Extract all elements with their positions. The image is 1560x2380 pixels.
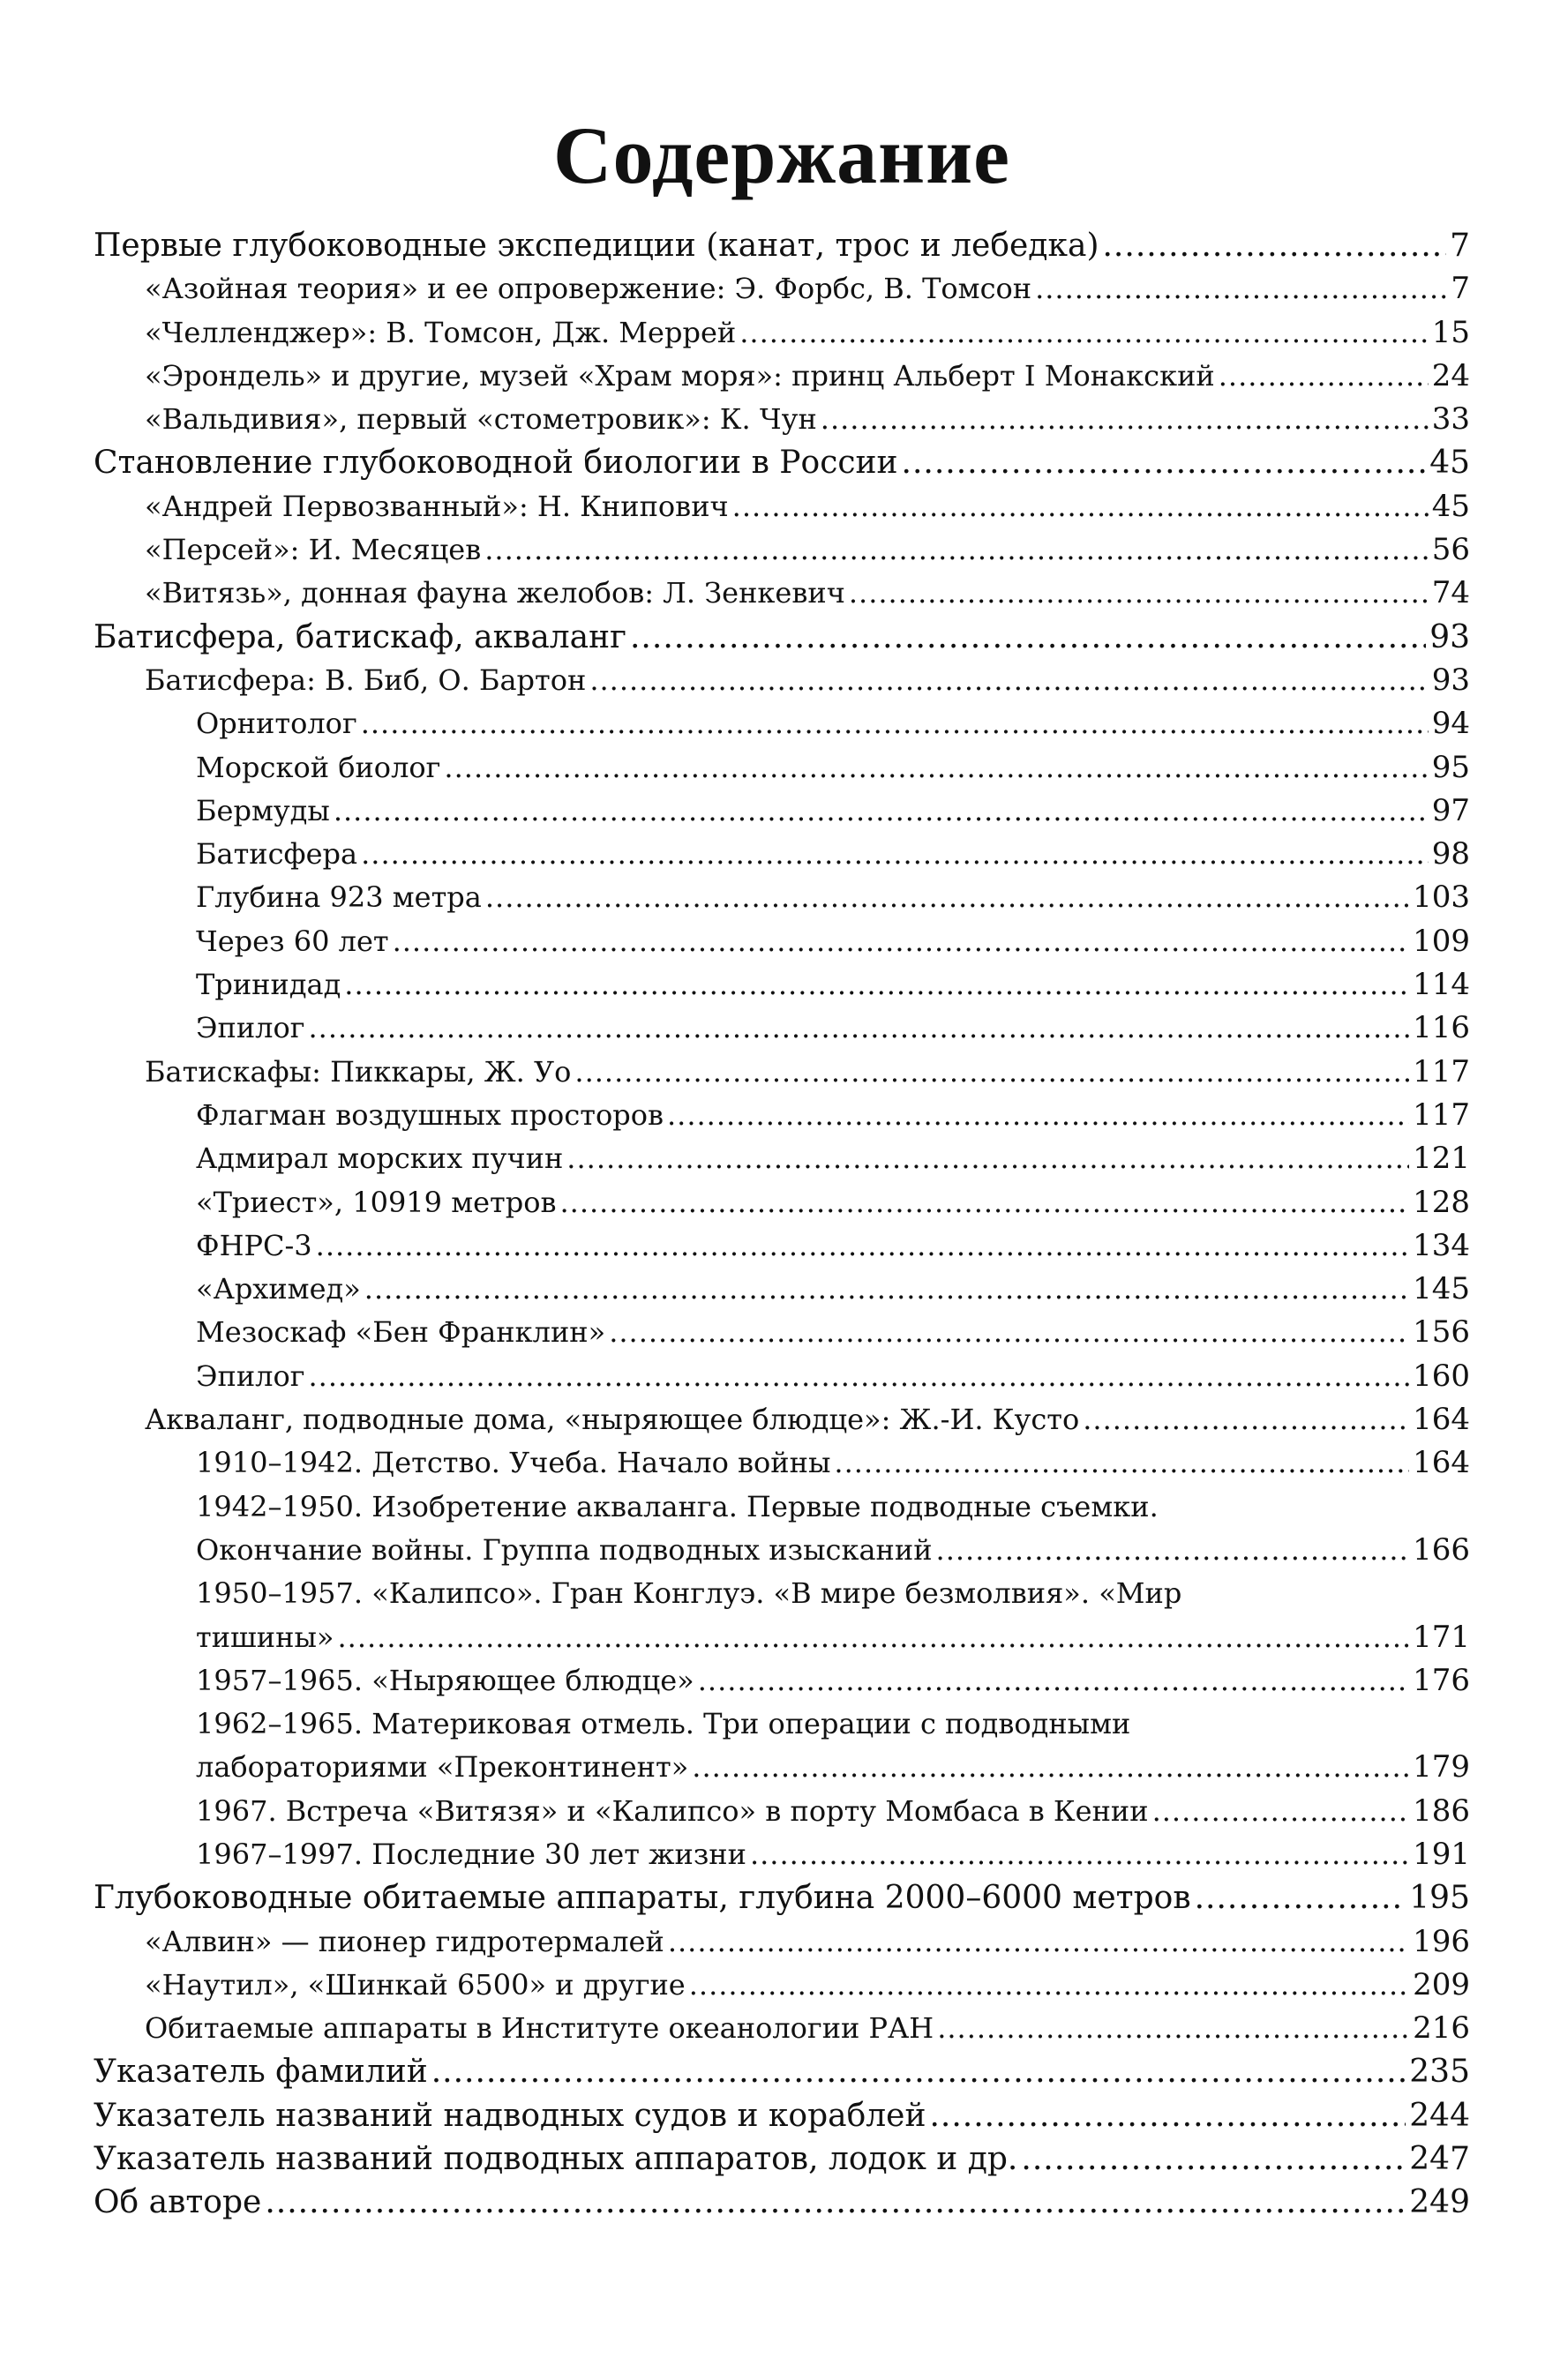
toc-entry[interactable] <box>94 1268 1470 1311</box>
toc-entry-title: Морской биолог <box>196 750 441 784</box>
dot-leader <box>902 441 1427 484</box>
toc-entry-title: Через 60 лет <box>196 924 389 958</box>
toc-page-number: 114 <box>1413 967 1470 1003</box>
toc-entry-title: 1957–1965. «Ныряющее блюдце» <box>196 1663 694 1697</box>
dot-leader <box>929 2094 1406 2137</box>
toc-entry-title: Об авторе <box>94 2184 262 2221</box>
toc-entry[interactable] <box>94 1181 1470 1224</box>
toc-page-number: 249 <box>1409 2184 1470 2221</box>
toc-entry[interactable] <box>94 2094 1470 2137</box>
toc-page-number: 98 <box>1431 836 1470 872</box>
toc-entry[interactable] <box>94 833 1470 876</box>
toc-entry[interactable] <box>94 2007 1470 2050</box>
dot-leader <box>689 1964 1409 2007</box>
toc-entry-title: Указатель названий подводных аппаратов, лодок и др. <box>94 2141 1018 2178</box>
toc-entry[interactable] <box>94 616 1470 659</box>
dot-leader <box>937 2007 1409 2050</box>
toc-entry-title: 1967. Встреча «Витязя» и «Калипсо» в порту Момбаса в Кении <box>196 1793 1149 1828</box>
toc-page-number: 56 <box>1431 532 1470 568</box>
dot-leader <box>834 1441 1409 1485</box>
toc-page-number: 196 <box>1413 1923 1470 1959</box>
toc-entry-title: Батисфера, батискаф, акваланг <box>94 618 626 655</box>
toc-page <box>94 106 1470 2225</box>
dot-leader <box>609 1311 1409 1354</box>
toc-page-number: 247 <box>1409 2141 1470 2178</box>
toc-page-number: 7 <box>1450 228 1470 264</box>
toc-page-number: 235 <box>1409 2054 1470 2091</box>
toc-page-number: 24 <box>1431 357 1470 393</box>
toc-entry[interactable] <box>94 1833 1470 1876</box>
toc-page-number: 179 <box>1413 1749 1470 1785</box>
toc-page-number: 216 <box>1413 2010 1470 2047</box>
toc-page-number: 171 <box>1413 1619 1470 1655</box>
toc-entry-title: Мезоскаф «Бен Франклин» <box>196 1315 606 1350</box>
toc-entry-title: «Эрондель» и другие, музей «Храм моря»: принц Альберт I Монакский <box>145 358 1215 393</box>
dot-leader <box>566 1137 1409 1180</box>
toc-page-number: 93 <box>1429 618 1470 655</box>
toc-entry-title: «Челленджер»: В. Томсон, Дж. Меррей <box>145 315 737 349</box>
toc-entry[interactable] <box>94 1486 1470 1529</box>
toc-entry-title: Эпилог <box>196 1358 305 1393</box>
toc-entry[interactable] <box>94 355 1470 398</box>
dot-leader <box>309 1007 1410 1050</box>
toc-page-number: 94 <box>1431 706 1470 742</box>
toc-page-number: 15 <box>1431 314 1470 350</box>
toc-entry-title: Первые глубоководные экспедиции (канат, трос и лебедка) <box>94 228 1099 264</box>
toc-entry[interactable] <box>94 572 1470 615</box>
toc-entry[interactable] <box>94 1790 1470 1833</box>
dot-leader <box>485 876 1409 919</box>
toc-entry-title: «Андрей Первозванный»: Н. Книпович <box>145 489 729 523</box>
toc-page-number: 186 <box>1413 1792 1470 1829</box>
toc-entry-title: «Вальдивия», первый «стометровик»: К. Чун <box>145 402 817 437</box>
toc-entry-title: Акваланг, подводные дома, «ныряющее блюдце»: Ж.-И. Кусто <box>145 1403 1080 1437</box>
toc-entry[interactable] <box>94 2137 1470 2181</box>
toc-page-number: 195 <box>1409 1880 1470 1917</box>
toc-entry[interactable] <box>94 311 1470 355</box>
dot-leader <box>668 1920 1409 1964</box>
toc-entry[interactable] <box>94 1311 1470 1354</box>
toc-entry[interactable] <box>94 746 1470 790</box>
toc-page-number: 97 <box>1431 792 1470 828</box>
toc-entry-title: Указатель фамилий <box>94 2054 428 2091</box>
toc-entry[interactable] <box>94 1094 1470 1137</box>
toc-entry-title: «Витязь», донная фауна желобов: Л. Зенкевич <box>145 576 845 610</box>
toc-page-number: 134 <box>1413 1227 1470 1263</box>
dot-leader <box>698 1659 1409 1703</box>
toc-entry-title: Обитаемые аппараты в Институте океанологии РАН <box>145 2011 934 2046</box>
page-title: Содержание <box>553 110 1010 200</box>
toc-entry-title: Тринидад <box>196 968 341 1002</box>
dot-leader <box>630 616 1426 659</box>
toc-page-number: 103 <box>1413 879 1470 916</box>
toc-entry-title: Указатель названий надводных судов и кораблей <box>94 2097 926 2134</box>
toc-entry[interactable] <box>94 1964 1470 2007</box>
toc-entry[interactable] <box>94 224 1470 267</box>
dot-leader <box>361 702 1429 745</box>
dot-leader <box>1195 1876 1406 1920</box>
toc-entry-title: 1910–1942. Детство. Учеба. Начало войны <box>196 1446 831 1480</box>
dot-leader <box>364 1268 1409 1311</box>
toc-entry-title: Эпилог <box>196 1011 305 1045</box>
toc-entry-title: «Азойная теория» и ее опровержение: Э. Форбс, В. Томсон <box>145 272 1032 306</box>
dot-leader <box>265 2181 1406 2224</box>
toc-entry[interactable] <box>94 702 1470 745</box>
toc-entry-title: ФНРС-3 <box>196 1228 312 1262</box>
dot-leader <box>1219 355 1429 398</box>
dot-leader <box>559 1181 1409 1224</box>
toc-entry-title: 1962–1965. Материковая отмель. Три операции с подводными <box>196 1707 1131 1741</box>
toc-entry[interactable] <box>94 659 1470 702</box>
toc-page-number: 209 <box>1413 1966 1470 2002</box>
toc-entry-title: «Персей»: И. Месяцев <box>145 533 482 567</box>
dot-leader <box>1021 2137 1406 2181</box>
toc-page-number: 121 <box>1413 1141 1470 1177</box>
toc-page-number: 164 <box>1413 1445 1470 1481</box>
toc-page-number: 244 <box>1409 2097 1470 2134</box>
dot-leader <box>849 572 1429 615</box>
toc-entry-title: «Триест», 10919 метров <box>196 1185 557 1219</box>
dot-leader <box>692 1746 1409 1789</box>
toc-entry[interactable] <box>94 1703 1470 1746</box>
toc-page-number: 160 <box>1413 1358 1470 1394</box>
toc-entry[interactable] <box>94 1572 1470 1615</box>
toc-page-number: 166 <box>1413 1531 1470 1568</box>
toc-entry-title: Становление глубоководной биологии в России <box>94 445 898 482</box>
toc-page-number: 45 <box>1431 488 1470 524</box>
toc-entry[interactable] <box>94 1876 1470 1920</box>
dot-leader <box>393 920 1410 963</box>
toc-entry[interactable] <box>94 1659 1470 1703</box>
toc-entry-title: Батисфера <box>196 837 358 872</box>
dot-leader <box>739 311 1429 355</box>
toc-entry-title: Бермуды <box>196 793 330 827</box>
dot-leader <box>1035 267 1447 311</box>
toc-entry-title: Глубоководные обитаемые аппараты, глубина 2000–6000 метров <box>94 1880 1191 1917</box>
toc-page-number: 176 <box>1413 1662 1470 1698</box>
toc-entry-title: 1967–1997. Последние 30 лет жизни <box>196 1837 746 1871</box>
toc-entry-title: Батискафы: Пиккары, Ж. Уо <box>145 1054 572 1089</box>
toc-entry[interactable] <box>94 1398 1470 1441</box>
toc-list <box>94 224 1470 2225</box>
toc-page-number: 191 <box>1413 1836 1470 1872</box>
toc-entry-title: Флагман воздушных просторов <box>196 1097 664 1132</box>
toc-entry[interactable] <box>94 1441 1470 1485</box>
toc-page-number: 74 <box>1431 575 1470 611</box>
dot-leader <box>344 963 1409 1007</box>
toc-entry-title-continuation: Окончание войны. Группа подводных изысканий <box>196 1532 933 1567</box>
toc-entry[interactable] <box>94 920 1470 963</box>
dot-leader <box>337 1616 1409 1659</box>
dot-leader <box>667 1094 1409 1137</box>
toc-entry[interactable] <box>94 1137 1470 1180</box>
toc-page-number: 45 <box>1429 445 1470 482</box>
toc-page-number: 109 <box>1413 923 1470 959</box>
toc-entry-title: «Наутил», «Шинкай 6500» и другие <box>145 1967 686 2002</box>
toc-entry[interactable] <box>94 1007 1470 1050</box>
toc-page-number: 95 <box>1431 749 1470 785</box>
toc-entry-title: Батисфера: В. Биб, О. Бартон <box>145 662 587 697</box>
toc-entry-title-continuation: лабораториями «Преконтинент» <box>196 1750 689 1785</box>
dot-leader <box>334 790 1429 833</box>
toc-page-number: 145 <box>1413 1271 1470 1307</box>
dot-leader <box>574 1051 1409 1094</box>
toc-page-number: 93 <box>1431 662 1470 698</box>
toc-entry[interactable] <box>94 790 1470 833</box>
toc-entry-title-continuation: тишины» <box>196 1620 334 1654</box>
toc-entry[interactable] <box>94 2050 1470 2093</box>
dot-leader <box>936 1529 1410 1572</box>
dot-leader <box>821 398 1429 441</box>
dot-leader <box>750 1833 1409 1876</box>
toc-entry[interactable] <box>94 398 1470 441</box>
toc-entry-continuation[interactable] <box>94 1616 1470 1659</box>
dot-leader <box>1083 1398 1409 1441</box>
toc-entry-title: 1950–1957. «Калипсо». Гран Конглуэ. «В мире безмолвия». «Мир <box>196 1576 1182 1611</box>
dot-leader <box>1152 1790 1410 1833</box>
toc-page-number: 117 <box>1413 1096 1470 1133</box>
toc-entry-continuation[interactable] <box>94 1746 1470 1789</box>
dot-leader <box>732 485 1429 528</box>
dot-leader <box>589 659 1428 702</box>
toc-entry[interactable] <box>94 2181 1470 2224</box>
dot-leader <box>1102 224 1446 267</box>
toc-entry[interactable] <box>94 1355 1470 1398</box>
toc-entry-continuation[interactable] <box>94 1529 1470 1572</box>
toc-entry-title: «Архимед» <box>196 1272 361 1306</box>
toc-page-number: 33 <box>1431 401 1470 438</box>
toc-page-number: 116 <box>1413 1010 1470 1046</box>
toc-entry[interactable] <box>94 1224 1470 1268</box>
toc-page-number: 164 <box>1413 1402 1470 1438</box>
toc-page-number: 128 <box>1413 1184 1470 1220</box>
dot-leader <box>444 746 1428 790</box>
toc-page-number: 117 <box>1413 1053 1470 1089</box>
dot-leader <box>361 833 1429 876</box>
toc-entry-title: 1942–1950. Изобретение акваланга. Первые подводные съемки. <box>196 1489 1159 1523</box>
toc-entry[interactable] <box>94 963 1470 1007</box>
toc-entry-title: «Алвин» — пионер гидротермалей <box>145 1924 664 1958</box>
toc-entry-title: Глубина 923 метра <box>196 880 482 915</box>
toc-entry-title: Адмирал морских пучин <box>196 1141 564 1176</box>
toc-page-number: 156 <box>1413 1314 1470 1351</box>
toc-entry[interactable] <box>94 267 1470 311</box>
dot-leader <box>309 1355 1410 1398</box>
dot-leader <box>431 2050 1406 2093</box>
dot-leader <box>316 1224 1409 1268</box>
toc-entry[interactable] <box>94 876 1470 919</box>
toc-entry-title: Орнитолог <box>196 707 357 741</box>
toc-entry[interactable] <box>94 441 1470 484</box>
dot-leader <box>484 528 1429 572</box>
toc-entry[interactable] <box>94 528 1470 572</box>
toc-entry[interactable] <box>94 1051 1470 1094</box>
toc-entry[interactable] <box>94 1920 1470 1964</box>
toc-entry[interactable] <box>94 485 1470 528</box>
toc-page-number: 7 <box>1451 271 1470 307</box>
